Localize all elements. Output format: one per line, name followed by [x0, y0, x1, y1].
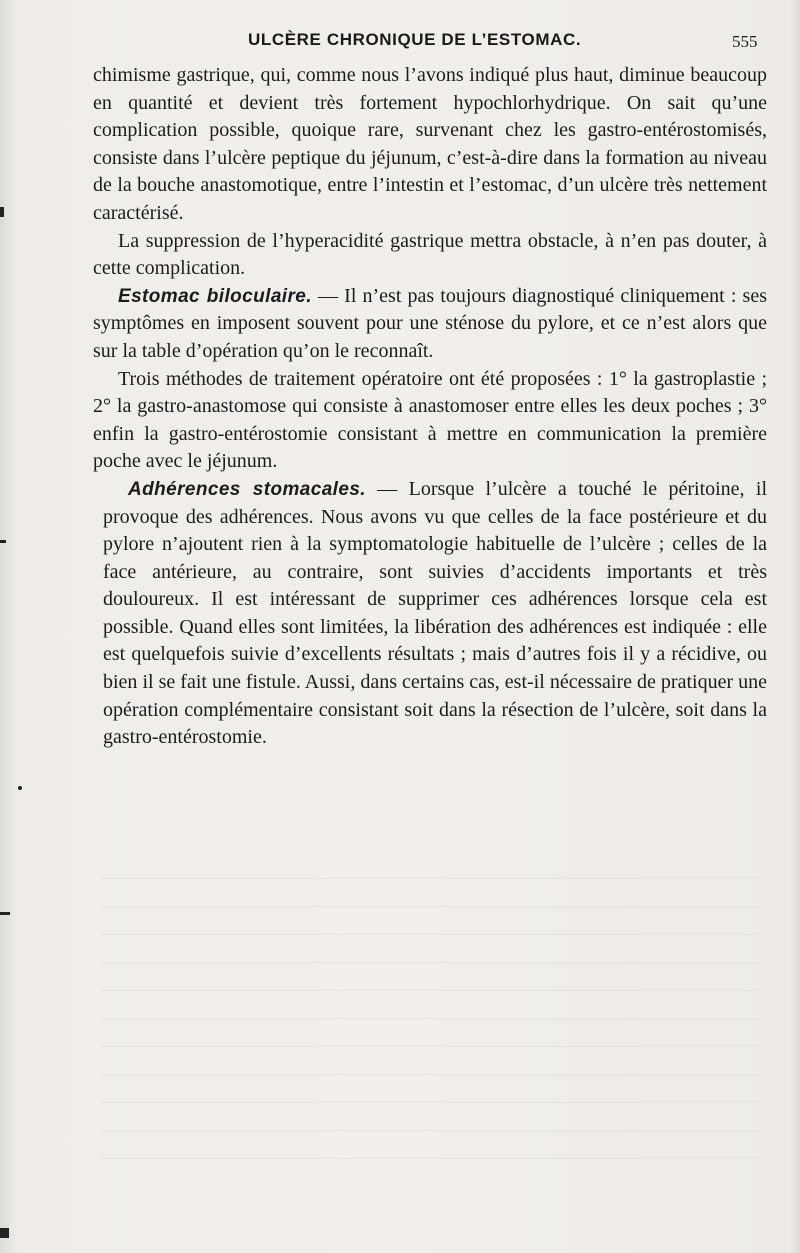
bleed-through-line	[100, 1046, 760, 1047]
bleed-through-line	[100, 1130, 760, 1131]
paragraph-continuation: chimisme gastrique, qui, comme nous l’avons indiqué plus haut, diminue beaucoup en quantité et devient très fortement hypochlorhydrique. On sait qu’une complication possible, quoique rare, survenant chez les gastro-entérostomisés, consiste dans l’ulcère peptique du jéjunum, c’est-à-dire dans la formation au niveau de la bouche anastomotique, entre l’intestin et l’estomac, d’un ulcère très nettement caractérisé.	[93, 64, 767, 224]
section-heading-adherences: Adhérences stomacales.	[128, 478, 366, 500]
bleed-through-line	[100, 1074, 760, 1075]
paragraph-adherences	[103, 476, 767, 752]
bleed-through-line	[100, 1018, 760, 1019]
page-header	[0, 30, 800, 54]
bleed-through-line	[100, 878, 760, 879]
bleed-through-line	[100, 962, 760, 963]
paragraph-biloculaire-text: — Il n’est pas toujours diagnostiqué cliniquement : ses symptômes en imposent souvent pour une sténose du pylore, et ce n’est alors que sur la table d’opération qu’on le reconnaît.	[93, 284, 767, 362]
body-text	[93, 62, 767, 752]
page-number: 555	[732, 32, 758, 51]
paragraph-biloculaire	[93, 283, 767, 366]
paragraph-hyperacidity: La suppression de l’hyperacidité gastrique mettra obstacle, à n’en pas douter, à cette complication.	[93, 229, 767, 280]
margin-mark	[0, 207, 4, 217]
paragraph-methods: Trois méthodes de traitement opératoire ont été proposées : 1° la gastroplastie ; 2° la gastro-anastomose qui consiste à anastomoser entre elles les deux poches ; 3° enfin la gastro-entérostomie consistant à mettre en communication la première poche avec le jéjunum.	[93, 367, 767, 473]
margin-mark	[0, 912, 10, 915]
bleed-through-line	[100, 906, 760, 907]
running-title: ULCÈRE CHRONIQUE DE L’ESTOMAC.	[248, 30, 582, 49]
margin-mark	[0, 1228, 9, 1238]
margin-mark	[18, 786, 22, 790]
margin-mark	[0, 540, 6, 543]
bleed-through-line	[100, 1102, 760, 1103]
bleed-through-line	[100, 1158, 760, 1159]
bleed-through-line	[100, 934, 760, 935]
paragraph-adherences-text: — Lorsque l’ulcère a touché le péritoine, il provoque des adhérences. Nous avons vu que celles de la face postérieure et du pylore n’ajoutent rien à la symptomatologie habituelle de l’ulcère ; celles de la face antérieure, au contraire, sont suivies d’accidents importants et très douloureux. Il est intéressant de supprimer ces adhérences lorsque cela est possible. Quand elles sont limitées, la libération des adhérences est indiquée : elle est quelquefois suivie d’excellents résultats ; mais d’autres fois il y a récidive, ou bien il se fait une fistule. Aussi, dans certains cas, est-il nécessaire de pratiquer une opération complémentaire consistant soit dans la résection de l’ulcère, soit dans la gastro-entérostomie.	[103, 477, 767, 749]
bleed-through-line	[100, 990, 760, 991]
section-heading-biloculaire: Estomac biloculaire.	[118, 285, 312, 307]
